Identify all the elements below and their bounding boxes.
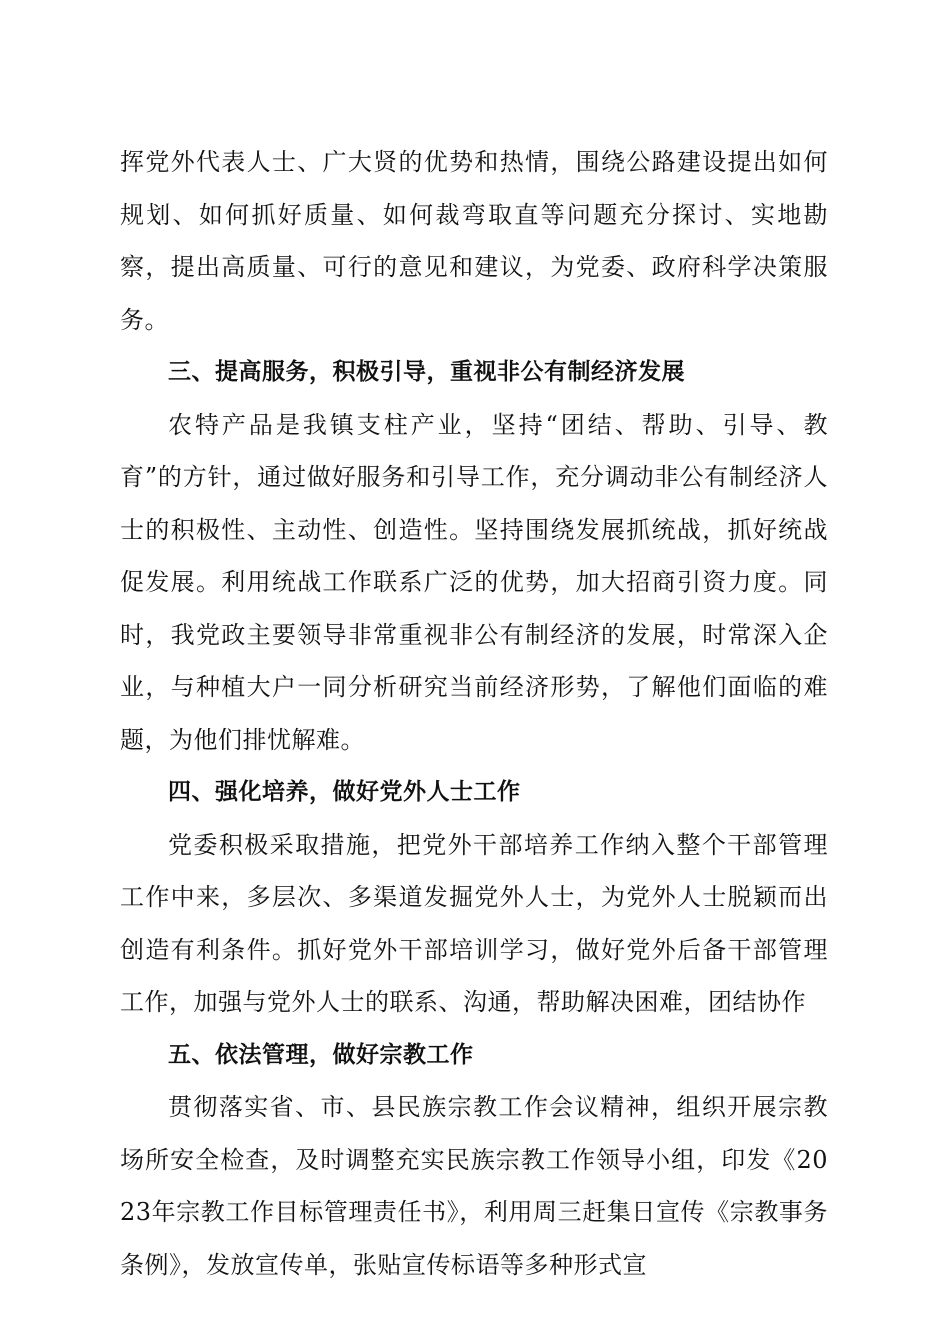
section-5-heading: 五、依法管理，做好宗教工作	[168, 1041, 474, 1068]
section-3-paragraph: 农特产品是我镇支柱产业，坚持“团结、帮助、引导、教育”的方针，通过做好服务和引导工作，充分调动非公有制经济人士的积极性、主动性、创造性。坚持围绕发展抓统战，抓好统战促发展。利用统战工作联系广泛的优势，加大招商引资力度。同时，我党政主要领导非常重视非公有制经济的发展，时常深入企业，与种植大户一同分析研究当前经济形势，了解他们面临的难题，为他们排忧解难。	[120, 410, 828, 754]
document-body	[120, 136, 828, 1291]
section-5-paragraph: 贯彻落实省、市、县民族宗教工作会议精神，组织开展宗教场所安全检查，及时调整充实民族宗教工作领导小组，印发《2023年宗教工作目标管理责任书》，利用周三赶集日宣传《宗教事务条例》，发放宣传单，张贴宣传标语等多种形式宣	[120, 1093, 828, 1279]
section-4-paragraph: 党委积极采取措施，把党外干部培养工作纳入整个干部管理工作中来，多层次、多渠道发掘党外人士，为党外人士脱颖而出创造有利条件。抓好党外干部培训学习，做好党外后备干部管理工作，加强与党外人士的联系、沟通，帮助解决困难，团结协作	[120, 830, 828, 1016]
section-3-heading: 三、提高服务，积极引导，重视非公有制经济发展	[168, 359, 685, 385]
section-4-heading: 四、强化培养，做好党外人士工作	[168, 779, 521, 805]
continuation-paragraph: 挥党外代表人士、广大贤的优势和热情，围绕公路建设提出如何规划、如何抓好质量、如何裁弯取直等问题充分探讨、实地勘察，提出高质量、可行的意见和建议，为党委、政府科学决策服务。	[120, 148, 828, 334]
